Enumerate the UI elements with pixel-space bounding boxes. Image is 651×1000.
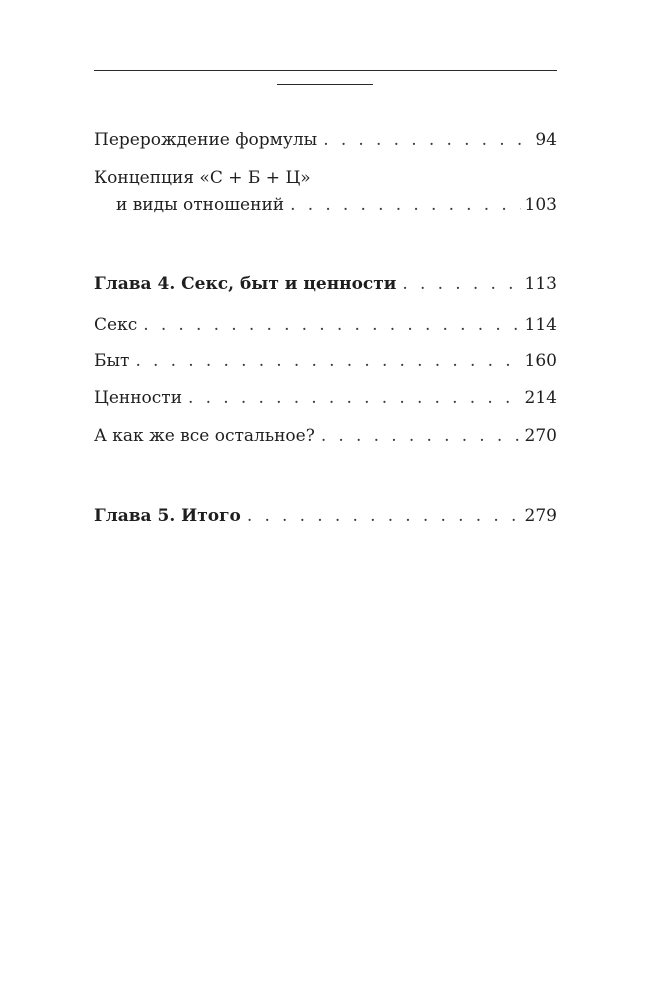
- toc-entry[interactable]: [94, 425, 557, 447]
- toc-entry-page: 114: [524, 315, 557, 335]
- header-rule-long: [94, 70, 557, 71]
- dot-leader: [188, 387, 521, 409]
- toc-chapter-title: Глава 4. Секс, быт и ценности: [94, 274, 397, 294]
- dot-leader: [323, 129, 531, 151]
- toc-chapter-title: Глава 5. Итого: [94, 506, 241, 526]
- toc-chapter-entry[interactable]: [94, 505, 557, 527]
- toc-entry-title: А как же все остальное?: [94, 426, 315, 446]
- toc-entry-page: 270: [524, 426, 557, 446]
- toc-chapter-entry[interactable]: [94, 273, 557, 295]
- toc-entry[interactable]: [94, 167, 557, 216]
- toc-entry-title: Ценности: [94, 388, 183, 408]
- toc-entry-page: 103: [524, 195, 557, 215]
- dot-leader: [143, 314, 520, 336]
- toc-entry-page: 113: [524, 274, 557, 294]
- dot-leader: [247, 505, 521, 527]
- dot-leader: [135, 350, 520, 372]
- toc-entry-page: 214: [524, 388, 557, 408]
- header-rule-short: [277, 84, 373, 85]
- dot-leader: [402, 273, 520, 295]
- toc-entry-title-line2: и виды отношений: [116, 195, 285, 215]
- toc-entry[interactable]: [94, 350, 557, 372]
- toc-entry-title: Секс: [94, 315, 138, 335]
- dot-leader: [321, 425, 521, 447]
- toc-entry[interactable]: [94, 314, 557, 336]
- toc-entry[interactable]: [94, 129, 557, 151]
- toc-entry-title: Перерождение формулы: [94, 130, 318, 150]
- toc-entry-title-line1: Концепция «С + Б + Ц»: [94, 168, 311, 188]
- toc-entry-page: 94: [535, 130, 557, 150]
- toc-entry[interactable]: [94, 387, 557, 409]
- toc-entry-page: 160: [524, 351, 557, 371]
- toc-entry-title: Быт: [94, 351, 130, 371]
- toc-entry-page: 279: [524, 506, 557, 526]
- dot-leader: [290, 194, 520, 216]
